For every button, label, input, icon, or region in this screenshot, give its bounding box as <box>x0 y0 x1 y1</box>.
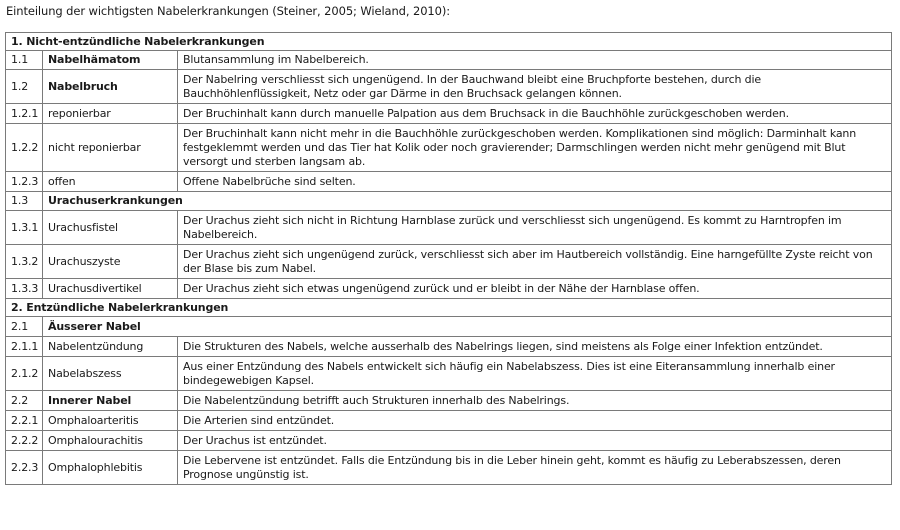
row-code: 2.2 <box>6 391 43 411</box>
row-name: Omphalophlebitis <box>43 451 178 485</box>
row-code: 1.3.1 <box>6 211 43 245</box>
row-name: Omphaloarteritis <box>43 411 178 431</box>
row-description: Die Lebervene ist entzündet. Falls die Entzündung bis in die Leber hinein geht, kommt es häufig zu Leberabszessen, deren Prognose ungünstig ist. <box>178 451 892 485</box>
row-description: Aus einer Entzündung des Nabels entwickelt sich häufig ein Nabelabszess. Dies ist eine Eiteransammlung innerhalb einer bindegewebigen Kapsel. <box>178 357 892 391</box>
row-name: Nabelentzündung <box>43 337 178 357</box>
row-name: Urachusfistel <box>43 211 178 245</box>
table-row <box>6 172 892 192</box>
row-name: Nabelabszess <box>43 357 178 391</box>
table-row <box>6 211 892 245</box>
row-code: 1.3.3 <box>6 279 43 299</box>
table-row <box>6 431 892 451</box>
row-name: Urachusdivertikel <box>43 279 178 299</box>
row-description: Der Urachus zieht sich etwas ungenügend zurück und er bleibt in der Nähe der Harnblase offen. <box>178 279 892 299</box>
table-row <box>6 124 892 172</box>
row-description: Der Urachus zieht sich nicht in Richtung Harnblase zurück und verschliesst sich ungenügend. Es kommt zu Harntropfen im Nabelbereich. <box>178 211 892 245</box>
row-code: 1.3 <box>6 192 43 211</box>
table-row <box>6 299 892 317</box>
table-row <box>6 279 892 299</box>
section-heading: 2. Entzündliche Nabelerkrankungen <box>6 299 892 317</box>
row-name: reponierbar <box>43 104 178 124</box>
row-description: Der Urachus ist entzündet. <box>178 431 892 451</box>
row-code: 2.1.2 <box>6 357 43 391</box>
group-heading: Urachuserkrankungen <box>43 192 892 211</box>
row-code: 2.2.3 <box>6 451 43 485</box>
table-caption: Einteilung der wichtigsten Nabelerkrankungen (Steiner, 2005; Wieland, 2010): <box>6 4 451 18</box>
group-heading: Äusserer Nabel <box>43 317 892 337</box>
row-name: nicht reponierbar <box>43 124 178 172</box>
row-description: Blutansammlung im Nabelbereich. <box>178 51 892 70</box>
row-code: 1.2 <box>6 70 43 104</box>
row-code: 2.2.2 <box>6 431 43 451</box>
table-row <box>6 317 892 337</box>
row-name: Urachuszyste <box>43 245 178 279</box>
row-code: 2.2.1 <box>6 411 43 431</box>
table-row <box>6 104 892 124</box>
row-description: Die Arterien sind entzündet. <box>178 411 892 431</box>
row-code: 2.1 <box>6 317 43 337</box>
row-name: offen <box>43 172 178 192</box>
umbilical-diseases-table <box>5 32 892 485</box>
row-code: 1.3.2 <box>6 245 43 279</box>
table-row <box>6 451 892 485</box>
section-heading: 1. Nicht-entzündliche Nabelerkrankungen <box>6 33 892 51</box>
table-row <box>6 70 892 104</box>
row-description: Der Bruchinhalt kann durch manuelle Palpation aus dem Bruchsack in die Bauchhöhle zurückgeschoben werden. <box>178 104 892 124</box>
row-description: Die Nabelentzündung betrifft auch Strukturen innerhalb des Nabelrings. <box>178 391 892 411</box>
row-code: 1.1 <box>6 51 43 70</box>
row-description: Die Strukturen des Nabels, welche ausserhalb des Nabelrings liegen, sind meistens als Folge einer Infektion entzündet. <box>178 337 892 357</box>
table-row <box>6 391 892 411</box>
row-name: Innerer Nabel <box>43 391 178 411</box>
table-row <box>6 33 892 51</box>
table-row <box>6 245 892 279</box>
table-row <box>6 192 892 211</box>
row-name: Nabelbruch <box>43 70 178 104</box>
row-code: 1.2.3 <box>6 172 43 192</box>
row-name: Nabelhämatom <box>43 51 178 70</box>
row-description: Der Nabelring verschliesst sich ungenügend. In der Bauchwand bleibt eine Bruchpforte bestehen, durch die Bauchhöhlenflüssigkeit, Netz oder gar Därme in den Bruchsack gelangen können. <box>178 70 892 104</box>
table-row <box>6 357 892 391</box>
row-description: Der Urachus zieht sich ungenügend zurück, verschliesst sich aber im Hautbereich vollständig. Eine harngefüllte Zyste reicht von der Blase bis zum Nabel. <box>178 245 892 279</box>
row-code: 1.2.2 <box>6 124 43 172</box>
table-row <box>6 411 892 431</box>
row-name: Omphalourachitis <box>43 431 178 451</box>
row-code: 1.2.1 <box>6 104 43 124</box>
table-row <box>6 337 892 357</box>
row-description: Offene Nabelbrüche sind selten. <box>178 172 892 192</box>
row-description: Der Bruchinhalt kann nicht mehr in die Bauchhöhle zurückgeschoben werden. Komplikationen sind möglich: Darminhalt kann festgeklemmt werden und das Tier hat Kolik oder noch gravierender; Darmschlingen werden nicht mehr genügend mit Blut versorgt und sterben langsam ab. <box>178 124 892 172</box>
row-code: 2.1.1 <box>6 337 43 357</box>
table-row <box>6 51 892 70</box>
